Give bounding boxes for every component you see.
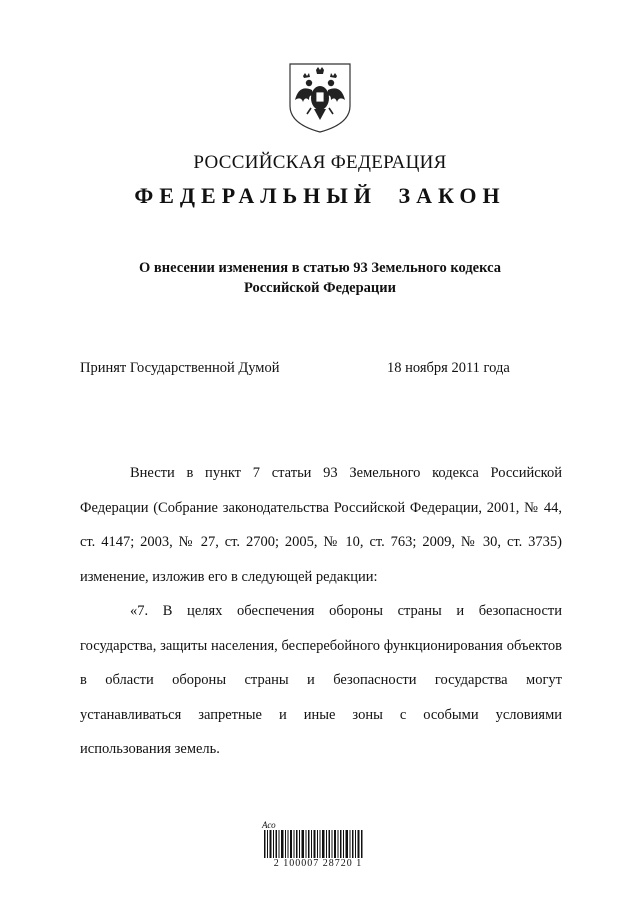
barcode-bars-icon <box>264 830 364 858</box>
adoption-date: 18 ноября 2011 года <box>387 360 510 376</box>
body-paragraph: «7. В целях обеспечения обороны страны и безопасности государства, защиты населения, бесперебойного функционирования объектов в области обороны страны и безопасности государства могут устанавливаться запретные и иные зоны с особыми условиями использования земель. <box>80 603 562 757</box>
law-type-heading: ФЕДЕРАЛЬНЫЙ ЗАКОН <box>134 183 506 208</box>
coat-of-arms-icon <box>287 62 353 134</box>
law-body <box>80 456 562 767</box>
barcode <box>262 820 372 868</box>
law-title <box>0 258 640 298</box>
adopted-by-label: Принят Государственной Думой <box>80 360 280 376</box>
country-heading: РОССИЙСКАЯ ФЕДЕРАЦИЯ <box>193 152 447 173</box>
barcode-signature: Асо <box>262 820 276 830</box>
law-title-line: Российской Федерации <box>243 280 396 296</box>
body-paragraph: Внести в пункт 7 статьи 93 Земельного кодекса Российской Федерации (Собрание законодательства Российской Федерации, 2001, № 44, ст. 4147; 2003, № 27, ст. 2700; 2005, № 10, ст. 763; 2009, № 30, ст. 3735) изменение, изложив его в следующей редакции: <box>80 465 562 585</box>
law-title-line: О внесении изменения в статью 93 Земельного кодекса <box>139 260 501 276</box>
barcode-number: 2 100007 28720 1 <box>273 858 363 869</box>
